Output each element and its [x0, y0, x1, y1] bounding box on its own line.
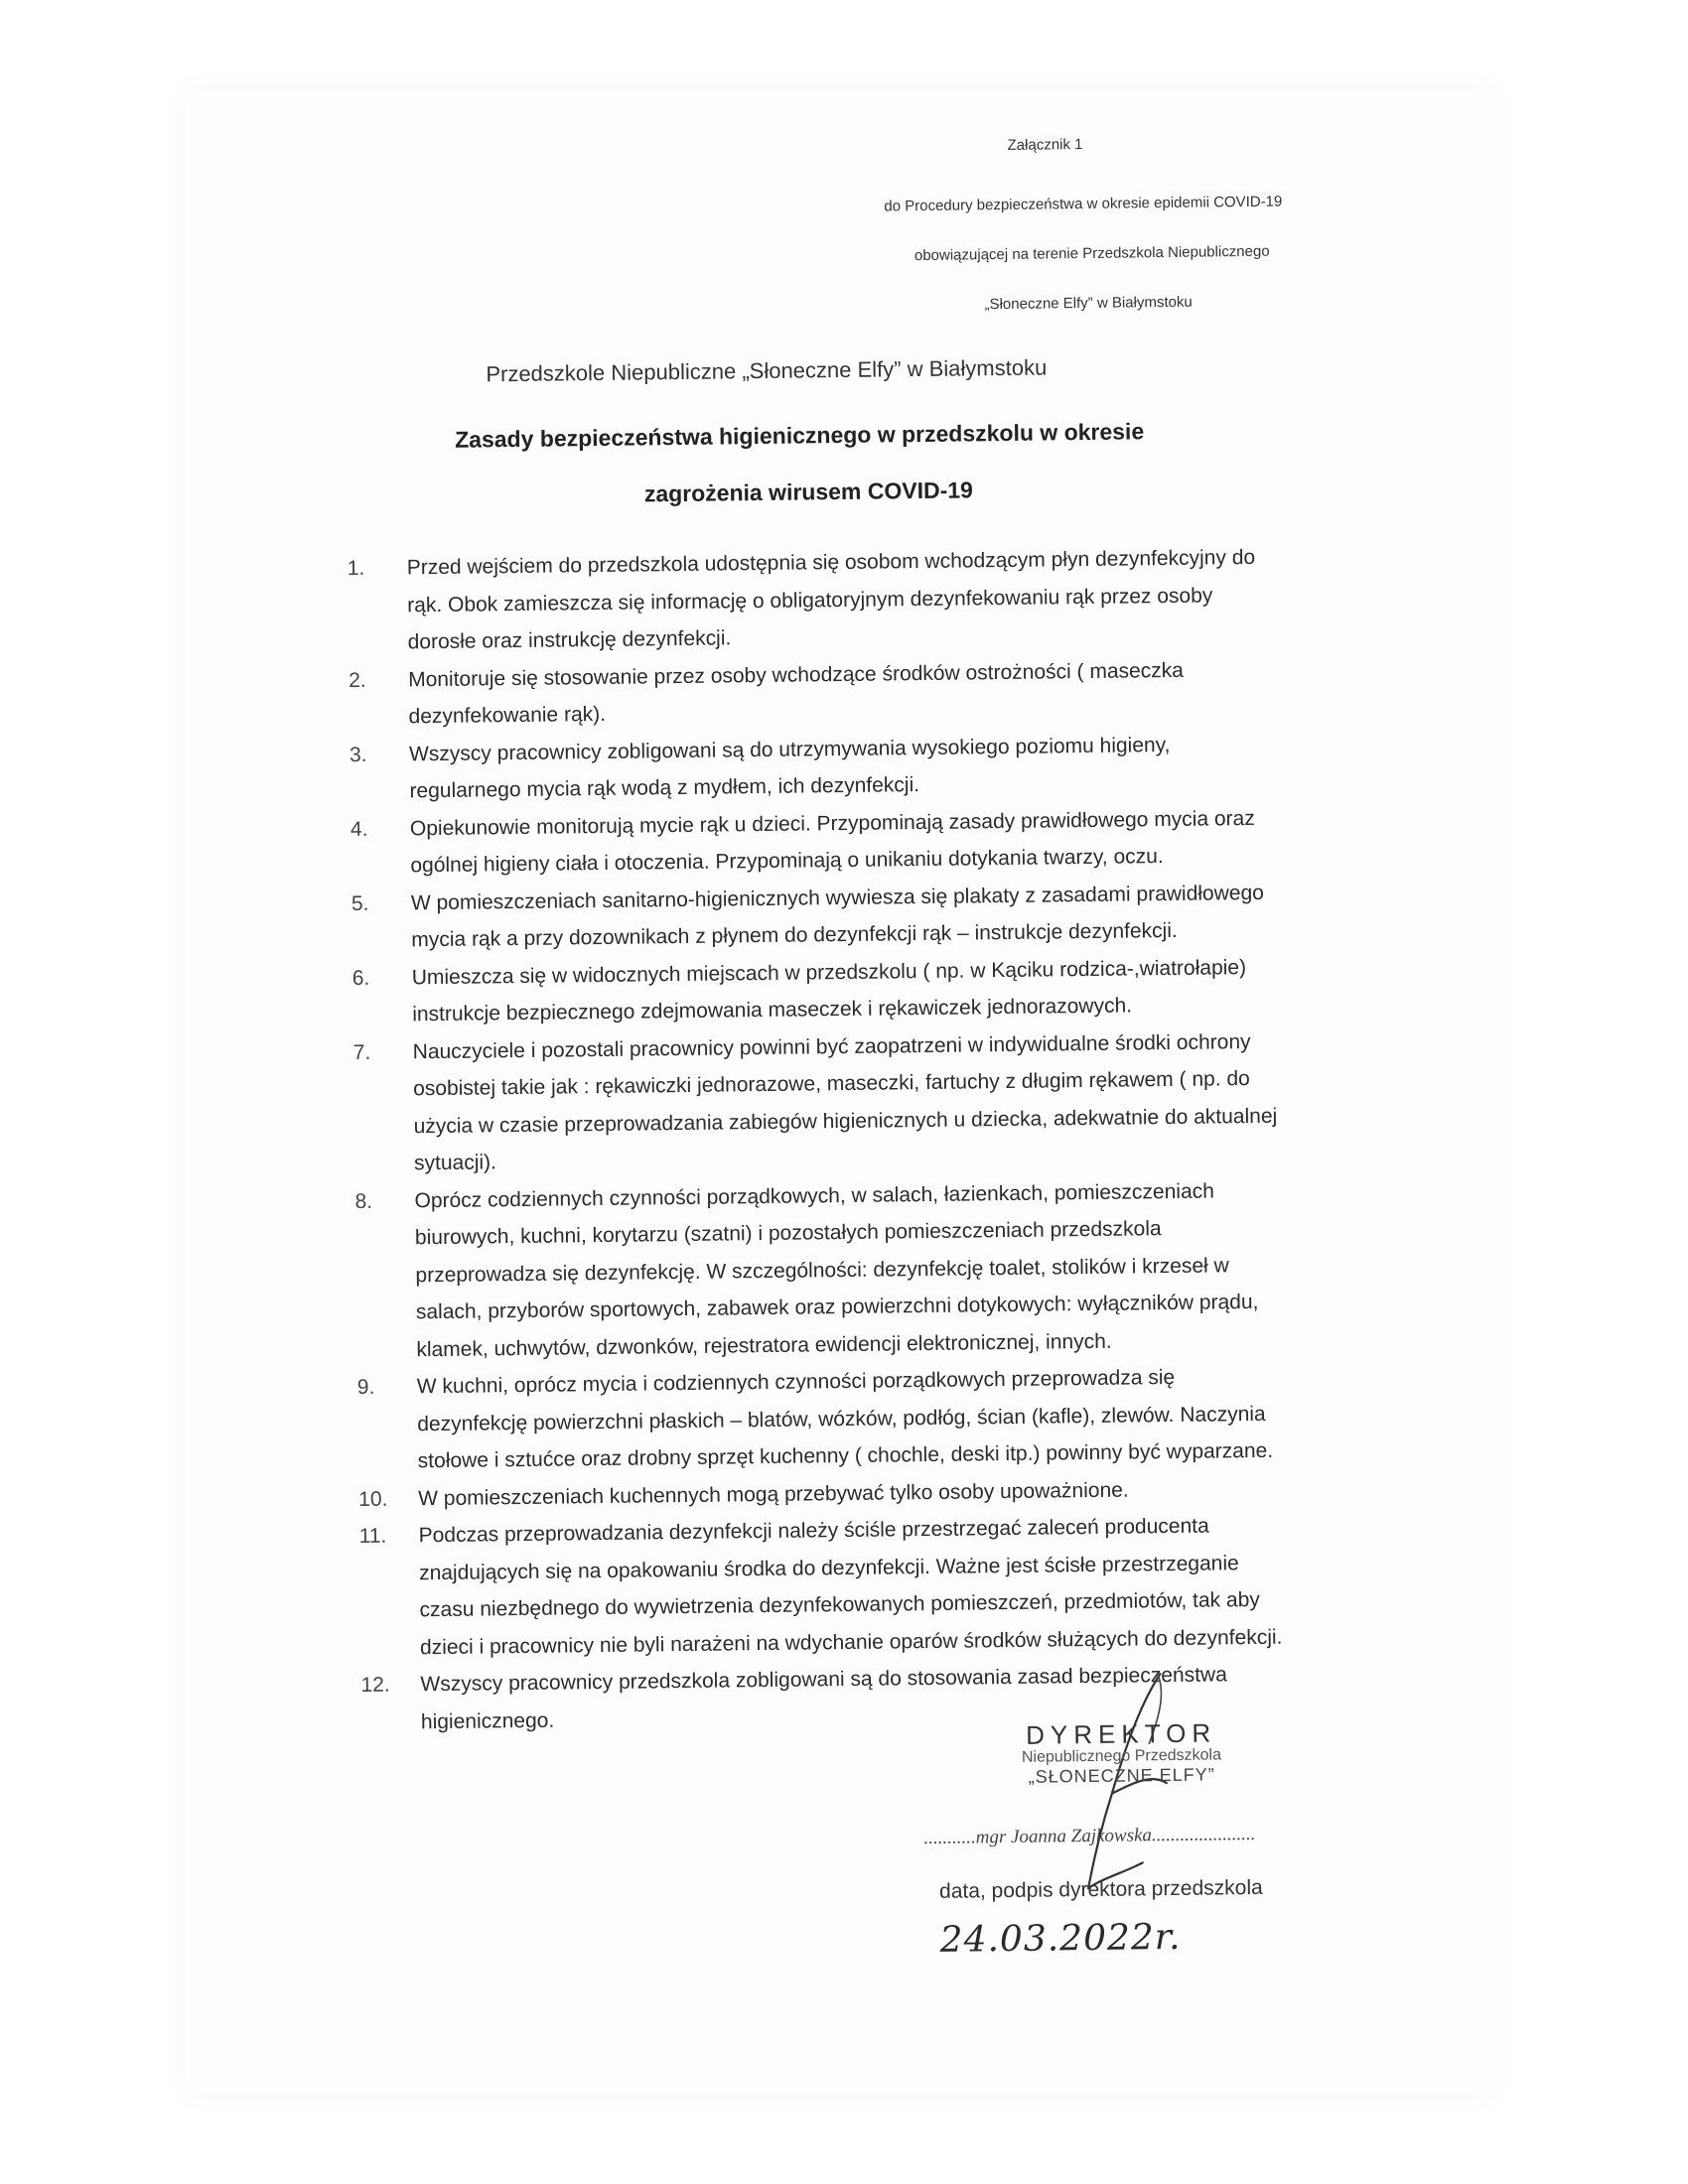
rule-number: 2. — [348, 668, 366, 692]
rule-text — [418, 1506, 1373, 1667]
rule-text — [409, 724, 1363, 810]
rule-number: 6. — [352, 966, 370, 990]
rule-item — [351, 798, 1364, 885]
rule-number: 12. — [360, 1673, 390, 1697]
rule-text-line: ogólnej higieny ciała i otoczenia. Przypominają o unikaniu dotykania twarzy, oczu. — [410, 845, 1164, 878]
rule-number: 10. — [358, 1487, 388, 1511]
rule-text-line: rąk. Obok zamieszcza się informację o obligatoryjnym dezynfekowaniu rąk przez osoby — [407, 583, 1213, 616]
rule-text-line: Wszyscy pracownicy przedszkola zobligowani są do stosowania zasad bezpieczeństwa — [420, 1663, 1227, 1697]
rule-text-line: znajdujących się na opakowaniu środka do dezynfekcji. Ważne jest ścisłe przestrzeganie — [418, 1551, 1239, 1584]
signature-caption: data, podpis dyrektora przedszkola — [938, 1875, 1263, 1903]
school-name: Przedszkole Niepubliczne „Słoneczne Elfy” w Białymstoku — [486, 354, 1048, 387]
rule-item — [350, 724, 1363, 810]
rule-text — [411, 873, 1365, 959]
rule-text-line: dezynfekcję powierzchni płaskich – blatów, wózków, podłóg, ścian (kafle), zlewów. Naczynia — [417, 1402, 1266, 1435]
rule-text-line: salach, przyborów sportowych, zabawek oraz powierzchni dotykowych: wyłączników prądu, — [415, 1290, 1259, 1324]
rule-number: 8. — [354, 1189, 373, 1213]
attachment-procedure-line: do Procedury bezpieczeństwa w okresie epidemii COVID-19 — [884, 193, 1283, 215]
rule-text-line: Nauczyciele i pozostali pracownicy powinni być zaopatrzeni w indywidualne środki ochrony — [412, 1029, 1251, 1063]
attachment-label: Załącznik 1 — [1007, 135, 1083, 154]
rule-text-line: czasu niezbędnego do wywietrzenia dezynfekowanych pomieszczeń, przedmiotów, tak aby — [419, 1587, 1260, 1622]
rule-text-line: Umieszcza się w widocznych miejscach w przedszkolu ( np. w Kąciku rodzica-,wiatrołapie) — [411, 955, 1247, 989]
rule-text — [408, 649, 1362, 736]
rule-text-line: dorosłe oraz instrukcję dezynfekcji. — [407, 626, 732, 654]
rule-text-line: W pomieszczeniach kuchennych mogą przebywać tylko osoby upoważnione. — [418, 1478, 1129, 1510]
rule-text — [410, 798, 1364, 885]
rule-text — [412, 947, 1366, 1033]
attachment-scope-line: obowiązującej na terenie Przedszkola Niepublicznego — [914, 242, 1270, 265]
rule-item — [357, 1357, 1371, 1481]
rule-text-line: W kuchni, oprócz mycia i codziennych czynności porządkowych przeprowadza się — [416, 1365, 1176, 1399]
rule-text-line: dezynfekowanie rąk). — [408, 702, 607, 729]
stamp-subtitle: Niepublicznego Przedszkola — [1021, 1746, 1222, 1766]
rule-item — [352, 873, 1365, 959]
rule-text-line: przeprowadza się dezynfekcję. W szczególności: dezynfekcję toalet, stolików i krzeseł w — [415, 1253, 1229, 1287]
document-title-line-1: Zasady bezpieczeństwa higienicznego w przedszkolu w okresie — [455, 418, 1145, 453]
rule-text-line: mycia rąk a przy dozownikach z płynem do dezynfekcji rąk – instrukcje dezynfekcji. — [411, 918, 1178, 952]
rule-text-line: dzieci i pracownicy nie byli narażeni na wdychanie oparów środków służących do dezynfekcji. — [419, 1625, 1283, 1659]
rule-text-line: biurowych, kuchni, korytarzu (szatni) i pozostałych pomieszczeniach przedszkola — [414, 1217, 1162, 1250]
rule-text-line: W pomieszczeniach sanitarno-higienicznych wywiesza się plakaty z zasadami prawidłowego — [410, 881, 1264, 914]
rule-text — [407, 538, 1361, 661]
rule-item — [358, 1506, 1373, 1667]
rule-text-line: Opiekunowie monitorują mycie rąk u dzieci. Przypominają zasady prawidłowego mycia oraz — [409, 806, 1255, 840]
stamp-title: DYREKTOR — [1025, 1717, 1217, 1750]
rule-number: 3. — [349, 743, 367, 766]
signature-name-line: ...........mgr Joanna Zajkowska...................... — [923, 1824, 1256, 1849]
rule-text-line: Przed wejściem do przedszkola udostępnia się osobom wchodzącym płyn dezynfekcyjny do — [406, 545, 1256, 580]
rule-item — [352, 1022, 1367, 1182]
rule-text-line: regularnego mycia rąk wodą z mydłem, ich dezynfekcji. — [409, 773, 920, 803]
rule-text-line: stołowe i sztućce oraz drobny sprzęt kuchenny ( chochle, deski itp.) powinny być wyparzane. — [417, 1438, 1274, 1473]
rule-text-line: Podczas przeprowadzania dezynfekcji należy ściśle przestrzegać zaleceń producenta — [418, 1514, 1209, 1548]
rule-text — [412, 1022, 1367, 1182]
rule-text — [417, 1357, 1371, 1480]
rule-item — [354, 1170, 1369, 1369]
rule-number: 1. — [347, 556, 365, 581]
rule-number: 4. — [350, 817, 368, 841]
rule-item — [349, 649, 1362, 736]
rule-number: 11. — [358, 1524, 387, 1549]
rule-item — [352, 947, 1366, 1033]
rule-text-line: Oprócz codziennych czynności porządkowych, w salach, łazienkach, pomieszczeniach — [414, 1178, 1214, 1212]
rule-text-line: Monitoruje się stosowanie przez osoby wchodzące środków ostrożności ( maseczka — [407, 658, 1185, 691]
rule-number: 7. — [352, 1040, 371, 1064]
rules-list — [348, 538, 1375, 1741]
rule-number: 9. — [356, 1375, 375, 1400]
rule-text-line: użycia w czasie przeprowadzania zabiegów higienicznych u dziecka, adekwatnie do aktualnej — [413, 1104, 1278, 1138]
rule-text-line: sytuacji). — [413, 1151, 497, 1175]
rule-text-line: Wszyscy pracownicy zobligowani są do utrzymywania wysokiego poziomu higieny, — [408, 733, 1171, 765]
stamp-school-name: „SŁONECZNE ELFY” — [1028, 1764, 1215, 1787]
rule-item — [348, 538, 1361, 662]
rule-text-line: higienicznego. — [420, 1708, 555, 1733]
director-stamp — [992, 1717, 1251, 1788]
signature-date: 24.03.2022r. — [939, 1916, 1182, 1961]
rule-text-line: osobistej takie jak : rękawiczki jednorazowe, maseczki, fartuchy z długim rękawem ( np. do — [413, 1067, 1250, 1101]
rule-text-line: klamek, uchwytów, dzwonków, rejestratora ewidencji elektronicznej, innych. — [416, 1329, 1112, 1361]
attachment-school-line: „Słoneczne Elfy” w Białymstoku — [984, 293, 1193, 314]
rule-number: 5. — [351, 891, 369, 915]
rule-text-line: instrukcje bezpiecznego zdejmowania maseczek i rękawiczek jednorazowych. — [412, 994, 1133, 1026]
rule-text — [414, 1170, 1369, 1368]
document-title-line-2: zagrożenia wirusem COVID-19 — [643, 477, 974, 507]
